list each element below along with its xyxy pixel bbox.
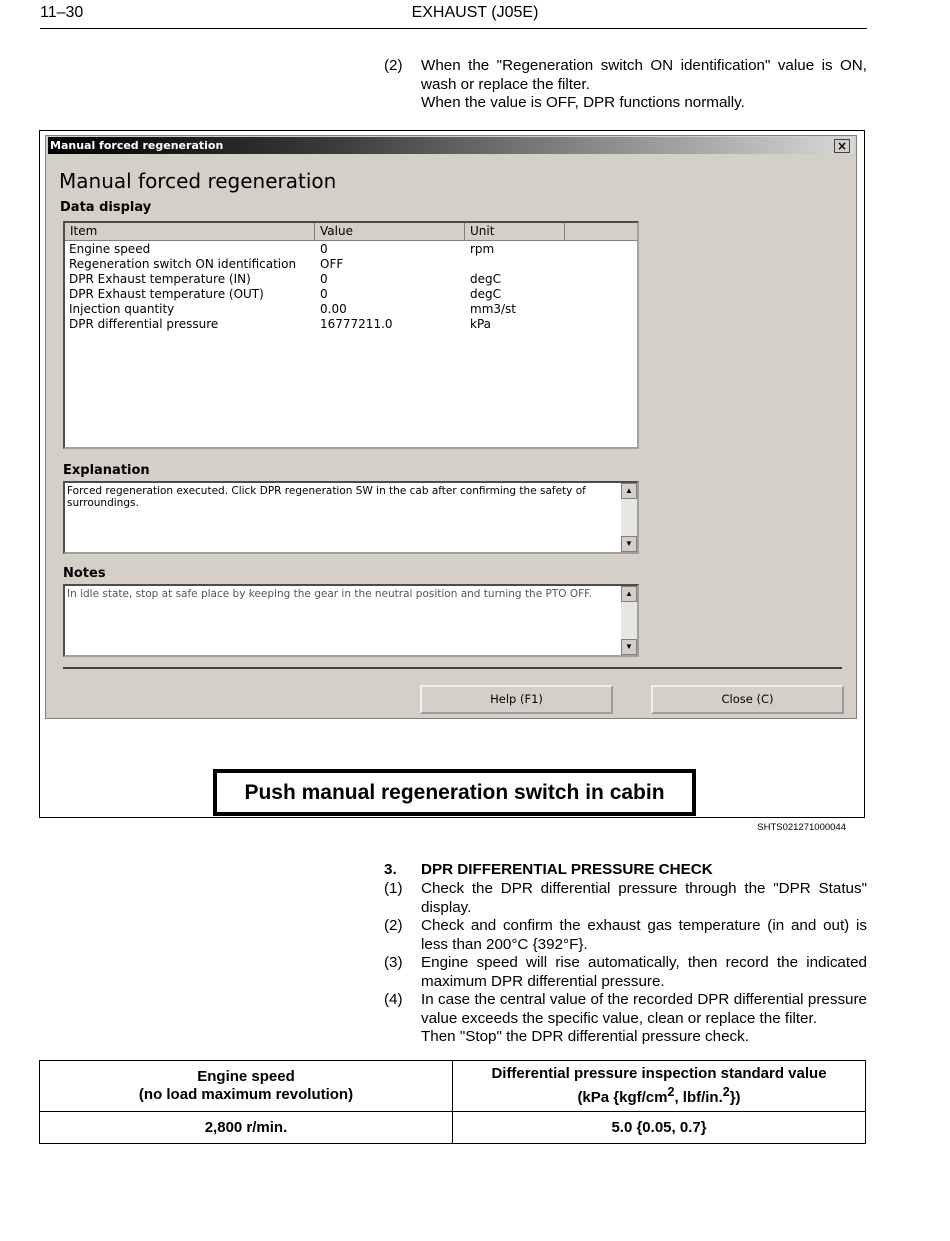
step-number: (2) [384,57,403,74]
row-item: Injection quantity [69,302,175,316]
row-unit: degC [470,272,501,286]
step-text-2: When the value is OFF, DPR functions normally. [421,94,745,111]
callout-box: Push manual regeneration switch in cabin [213,769,696,816]
row-value: 0 [320,287,328,301]
header-text: (no load maximum revolution) [138,1086,354,1103]
header-pressure [453,1061,866,1112]
row-value: 0 [320,242,328,256]
column-header-item[interactable]: Item [65,223,315,240]
section-title: EXHAUST (J05E) [411,4,539,21]
row-unit: rpm [470,242,495,256]
explanation-text: Forced regeneration executed. Click DPR regeneration SW in the cab after confirming the safety of surroundings. [67,485,586,509]
explanation-label: Explanation [63,463,150,478]
close-icon[interactable]: × [834,139,850,153]
section-number: 3. [384,861,397,878]
section-title-3: DPR DIFFERENTIAL PRESSURE CHECK [421,861,713,878]
column-header-unit[interactable]: Unit [465,223,565,240]
step-text: Engine speed will rise automatically, then record the indicated maximum DPR differential pressure. [421,954,867,990]
help-button[interactable]: Help (F1) [420,685,613,714]
superscript: 2 [667,1085,675,1099]
step-text: When the "Regeneration switch ON identification" value is ON, wash or replace the filter. [421,57,867,93]
header-text: Engine speed [197,1068,295,1085]
column-header-empty [565,223,637,240]
superscript: 2 [722,1085,730,1099]
step-text: In case the central value of the recorded DPR differential pressure value exceeds the specific value, clean or replace the filter. [421,991,867,1027]
section3-step-2 [384,917,867,954]
scroll-down-icon[interactable]: ▼ [621,639,637,655]
close-button[interactable]: Close (C) [651,685,844,714]
step-text: Check and confirm the exhaust gas temperature (in and out) is less than 200°C {392°F}. [421,917,867,953]
step-top [384,57,867,113]
cell-pressure-value: 5.0 {0.05, 0.7} [453,1112,866,1144]
spec-table [39,1060,866,1144]
notes-text: In idle state, stop at safe place by keeping the gear in the neutral position and turning the PTO OFF. [67,588,592,600]
data-list[interactable] [63,221,639,449]
figure-code: SHTS021271000044 [757,822,846,833]
notes-textbox[interactable] [63,584,639,657]
header-engine-speed [40,1061,453,1112]
header-text: (kPa {kgf/cm [577,1089,668,1106]
row-value: 16777211.0 [320,317,393,331]
row-item: Engine speed [69,242,151,256]
header-text: , lbf/in. [674,1089,723,1106]
row-item: Regeneration switch ON identification [69,257,297,271]
page-number: 11–30 [40,4,84,21]
row-item: DPR differential pressure [69,317,219,331]
row-unit: degC [470,287,501,301]
section3-step-4 [384,991,867,1047]
section-3-heading [384,861,867,880]
step-text-2: Then "Stop" the DPR differential pressure check. [421,1028,749,1045]
explanation-textbox[interactable] [63,481,639,554]
step-number: (2) [384,917,403,934]
explanation-scrollbar[interactable] [621,483,637,552]
notes-scrollbar[interactable] [621,586,637,655]
step-number: (1) [384,880,403,897]
scroll-down-icon[interactable]: ▼ [621,536,637,552]
step-number: (3) [384,954,403,971]
dialog-heading: Manual forced regeneration [59,169,337,193]
notes-label: Notes [63,566,106,581]
column-header-value[interactable]: Value [315,223,465,240]
header-text: }) [729,1089,741,1106]
row-item: DPR Exhaust temperature (OUT) [69,287,264,301]
screenshot-figure [39,130,865,818]
row-value: 0.00 [320,302,347,316]
table-row [40,1112,866,1144]
header-rule [40,28,867,29]
data-display-label: Data display [60,200,152,215]
dialog-window [45,135,857,719]
scroll-up-icon[interactable]: ▲ [621,586,637,602]
row-item: DPR Exhaust temperature (IN) [69,272,251,286]
scroll-up-icon[interactable]: ▲ [621,483,637,499]
table-header-row [40,1061,866,1112]
window-title: Manual forced regeneration [50,139,224,152]
section3-step-3 [384,954,867,991]
list-header [65,223,637,241]
row-value: OFF [320,257,344,271]
section3-step-1 [384,880,867,917]
divider [63,667,842,669]
cell-engine-speed: 2,800 r/min. [40,1112,453,1144]
window-title-bar [48,137,854,154]
header-text: Differential pressure inspection standard value [491,1065,827,1082]
row-value: 0 [320,272,328,286]
step-text: Check the DPR differential pressure through the "DPR Status" display. [421,880,867,916]
row-unit: mm3/st [470,302,517,316]
row-unit: kPa [470,317,491,331]
step-number: (4) [384,991,403,1008]
